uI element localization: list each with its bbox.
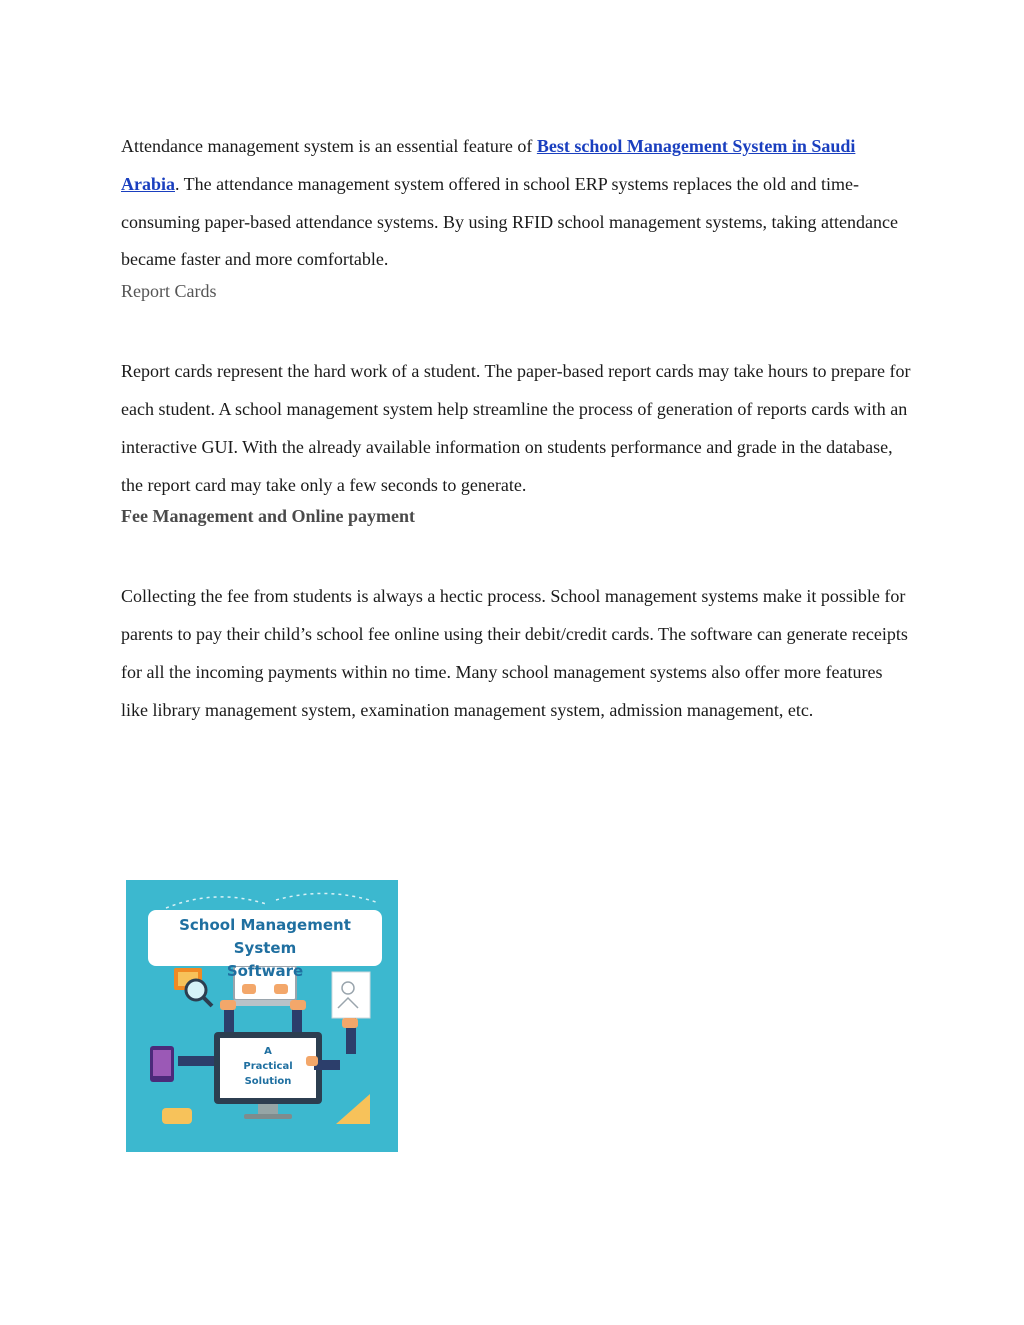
figure-title	[148, 910, 382, 980]
figure-title-line2: Software	[226, 962, 304, 980]
figure-caption	[222, 1036, 314, 1096]
report-cards-paragraph: Report cards represent the hard work of a student. The paper-based report cards may take hours to prepare for each student. A school management system help streamline the process of generation of reports cards with an interactive GUI. With the already available information on students performance and grade in the database, the report card may take only a few seconds to generate.	[121, 361, 911, 495]
fee-paragraph: Collecting the fee from students is always a hectic process. School management systems make it possible for parents to pay their child’s school fee online using their debit/credit cards. The software can generate receipts for all the incoming payments within no time. Many school management systems also offer more features like library management system, examination management system, admission management, etc.	[121, 586, 908, 720]
figure-caption-line2: Practical Solution	[243, 1061, 293, 1087]
attendance-rest: . The attendance management system offered in school ERP systems replaces the old and time-consuming paper-based attendance systems. By using RFID school management systems, taking attendance became faster and more comfortable.	[121, 173, 898, 270]
heading-fee-management: Fee Management and Online payment	[121, 506, 415, 527]
attendance-paragraph	[121, 128, 911, 279]
best-school-link[interactable]: Best school Management System in Saudi Arabia	[121, 136, 856, 194]
document-body	[121, 128, 911, 730]
figure-title-line1: School Management System	[179, 916, 351, 957]
attendance-intro: Attendance management system is an essential feature of	[121, 136, 537, 156]
figure-caption-line1: A	[264, 1046, 272, 1057]
school-management-figure	[126, 880, 398, 1152]
heading-report-cards: Report Cards	[121, 281, 217, 302]
